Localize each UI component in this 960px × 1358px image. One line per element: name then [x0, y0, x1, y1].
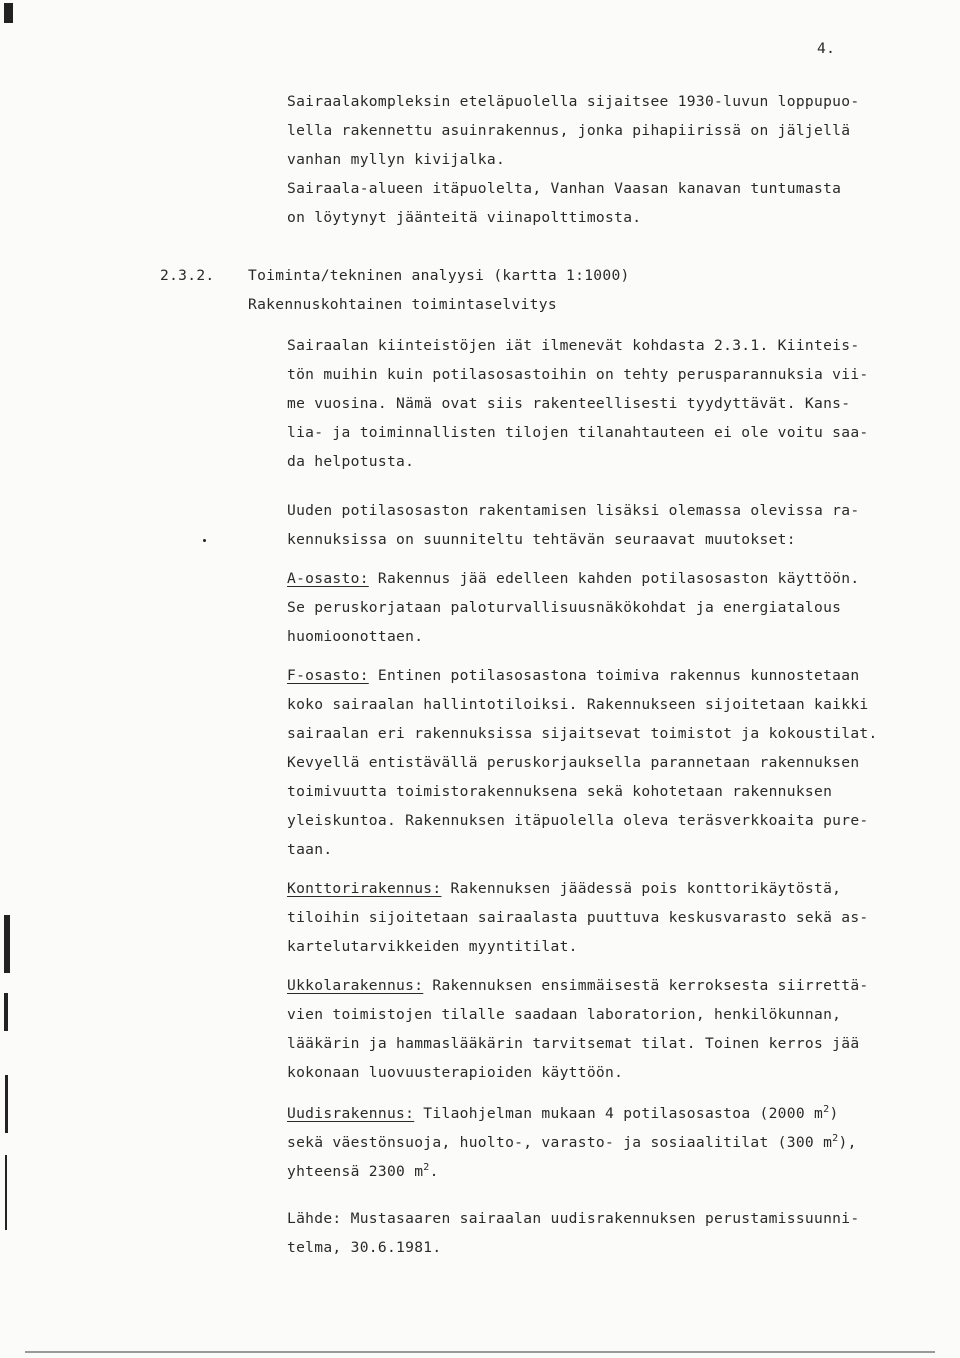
f-osasto-line	[287, 669, 859, 684]
changes-paragraph-line: Uuden potilasosaston rakentamisen lisäksi olemassa olevissa ra-	[287, 502, 860, 519]
uudisrakennus-text: ),	[838, 1133, 857, 1151]
section-title: Toiminta/tekninen analyysi (kartta 1:1000)	[248, 267, 630, 284]
ukkolarakennus-text: Rakennuksen ensimmäisestä kerroksesta siirrettä-	[423, 977, 869, 994]
a-osasto-line	[287, 572, 859, 587]
f-osasto-line: sairaalan eri rakennuksissa sijaitsevat toimistot ja kokoustilat.	[287, 725, 878, 742]
f-osasto-line: toimivuutta toimistorakennuksena sekä kohotetaan rakennuksen	[287, 783, 833, 800]
ukkolarakennus-line: kokonaan luovuusterapioiden käyttöön.	[287, 1064, 624, 1081]
ukkolarakennus-line: vien toimistojen tilalle saadaan laboratorion, henkilökunnan,	[287, 1006, 842, 1023]
f-osasto-line: taan.	[287, 841, 333, 858]
uudisrakennus-text: sekä väestönsuoja, huolto-, varasto- ja sosiaalitilat (300 m	[287, 1133, 833, 1151]
changes-paragraph-line: kennuksissa on suunniteltu tehtävän seuraavat muutokset:	[287, 531, 796, 548]
section-subtitle: Rakennuskohtainen toimintaselvitys	[248, 296, 557, 313]
f-osasto-line: Kevyellä entistävällä peruskorjauksella parannetaan rakennuksen	[287, 754, 860, 771]
f-osasto-label: F-osasto:	[287, 667, 369, 684]
uudisrakennus-text: )	[829, 1104, 839, 1122]
a-osasto-line: Se peruskorjataan paloturvallisuusnäkökohdat ja energiatalous	[287, 599, 842, 616]
age-paragraph-line: lia- ja toiminnallisten tilojen tilanahtauteen ei ole voitu saa-	[287, 424, 869, 441]
source-line: telma, 30.6.1981.	[287, 1239, 442, 1256]
bottom-edge-line	[25, 1351, 935, 1353]
uudisrakennus-text: Tilaohjelman mukaan 4 potilasosastoa (2000 m	[414, 1104, 824, 1122]
f-osasto-text: Entinen potilasosastona toimiva rakennus kunnostetaan	[368, 667, 860, 684]
scan-edge-mark	[5, 1075, 8, 1133]
scan-edge-mark	[4, 993, 8, 1031]
age-paragraph-line: me vuosina. Nämä ovat siis rakenteellisesti tyydyttävät. Kans-	[287, 395, 851, 412]
a-osasto-line: huomioonottaen.	[287, 628, 424, 645]
uudisrakennus-line	[287, 1105, 839, 1121]
page-number: 4.	[817, 40, 836, 57]
ukkolarakennus-label: Ukkolarakennus:	[287, 977, 424, 994]
uudisrakennus-text: yhteensä 2300 m	[287, 1162, 424, 1180]
superscript-2: 2	[832, 1133, 839, 1144]
f-osasto-line: koko sairaalan hallintotiloiksi. Rakennukseen sijoitetaan kaikki	[287, 696, 869, 713]
ukkolarakennus-line	[287, 979, 869, 994]
scan-edge-mark	[5, 1155, 7, 1230]
section-number: 2.3.2.	[160, 267, 215, 284]
konttorirakennus-line: kartelutarvikkeiden myyntitilat.	[287, 938, 578, 955]
scan-corner-mark	[4, 3, 13, 23]
uudisrakennus-line	[287, 1163, 439, 1179]
margin-dot	[203, 539, 206, 542]
scan-edge-mark	[4, 915, 10, 973]
intro-line: Sairaala-alueen itäpuolelta, Vanhan Vaasan kanavan tuntumasta	[287, 180, 842, 197]
uudisrakennus-label: Uudisrakennus:	[287, 1104, 415, 1122]
intro-line: on löytynyt jäänteitä viinapolttimosta.	[287, 209, 642, 226]
f-osasto-line: yleiskuntoa. Rakennuksen itäpuolella oleva teräsverkkoaita pure-	[287, 812, 869, 829]
ukkolarakennus-line: lääkärin ja hammaslääkärin tarvitsemat tilat. Toinen kerros jää	[287, 1035, 860, 1052]
konttorirakennus-text: Rakennuksen jäädessä pois konttorikäytöstä,	[441, 880, 842, 897]
konttorirakennus-label: Konttorirakennus:	[287, 880, 442, 897]
superscript-2: 2	[823, 1104, 830, 1115]
uudisrakennus-line	[287, 1134, 857, 1150]
uudisrakennus-text: .	[429, 1162, 439, 1180]
konttorirakennus-line: tiloihin sijoitetaan sairaalasta puuttuva keskusvarasto sekä as-	[287, 909, 869, 926]
age-paragraph-line: tön muihin kuin potilasosastoihin on tehty perusparannuksia vii-	[287, 366, 869, 383]
konttorirakennus-line	[287, 882, 841, 897]
superscript-2: 2	[423, 1162, 430, 1173]
intro-line: vanhan myllyn kivijalka.	[287, 151, 506, 168]
age-paragraph-line: da helpotusta.	[287, 453, 415, 470]
a-osasto-label: A-osasto:	[287, 570, 369, 587]
intro-line: Sairaalakompleksin eteläpuolella sijaitsee 1930-luvun loppupuo-	[287, 93, 860, 110]
source-line: Lähde: Mustasaaren sairaalan uudisrakennuksen perustamissuunni-	[287, 1210, 860, 1227]
age-paragraph-line: Sairaalan kiinteistöjen iät ilmenevät kohdasta 2.3.1. Kiinteis-	[287, 337, 860, 354]
intro-line: lella rakennettu asuinrakennus, jonka pihapiirissä on jäljellä	[287, 122, 851, 139]
a-osasto-text: Rakennus jää edelleen kahden potilasosaston käyttöön.	[368, 570, 860, 587]
